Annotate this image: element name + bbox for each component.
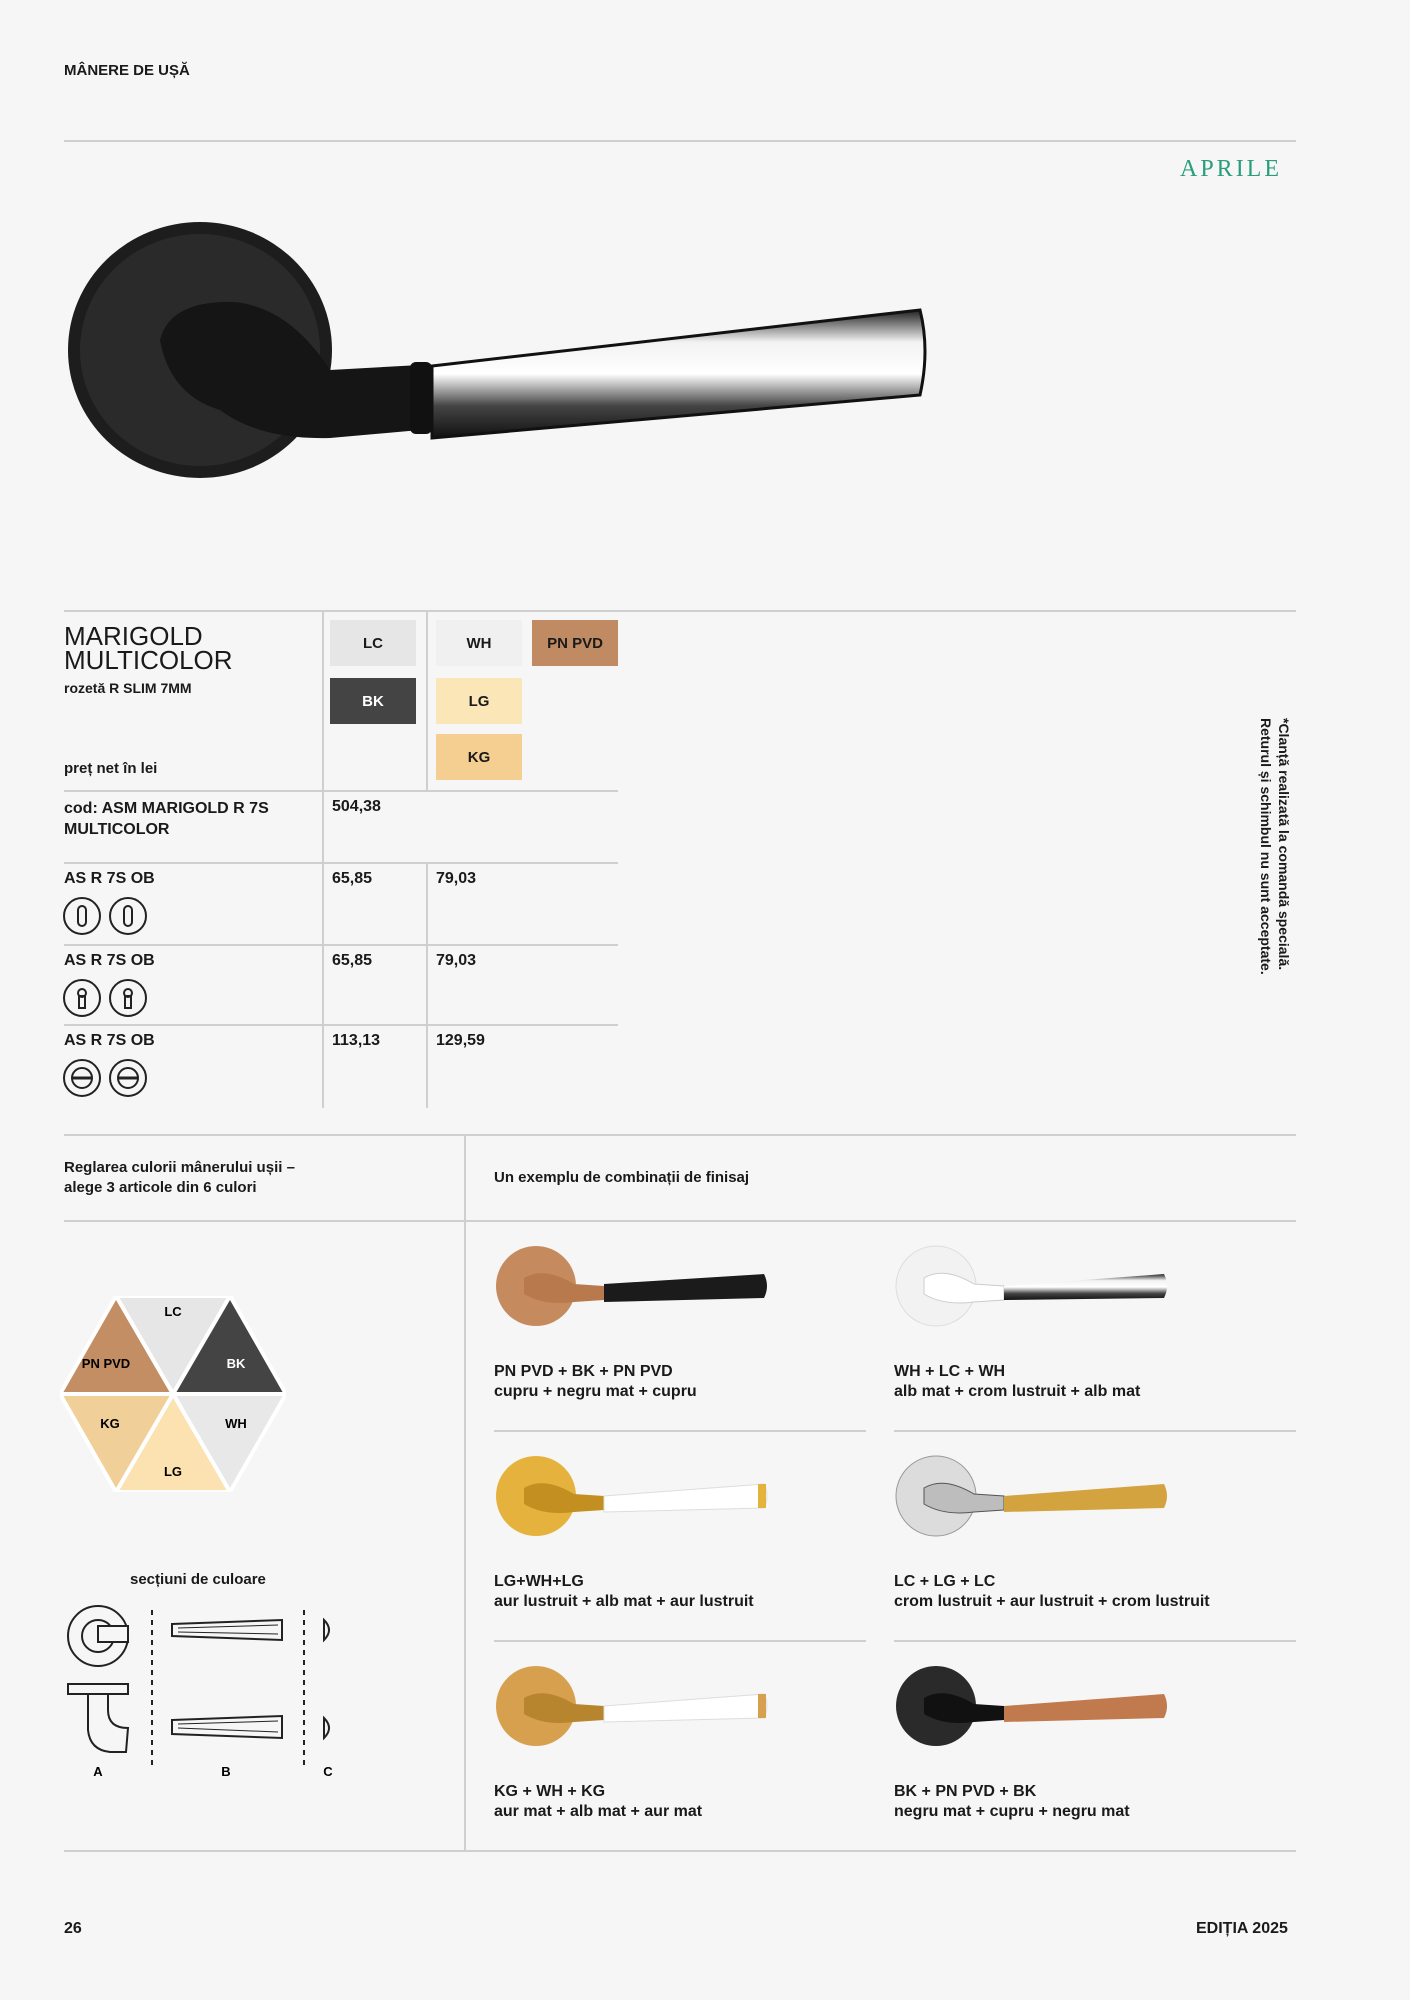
config-left-title-1: Reglarea culorii mânerului ușii – [64, 1159, 295, 1176]
main-code-1: cod: ASM MARIGOLD R 7S [64, 800, 269, 817]
example-6-code: BK + PN PVD + BK [894, 1783, 1037, 1800]
examples-divider [894, 1430, 1296, 1432]
pie-label-pn: PN PVD [81, 1356, 131, 1371]
example-image-5 [494, 1664, 774, 1764]
examples-divider [894, 1640, 1296, 1642]
page-number: 26 [64, 1920, 82, 1937]
example-image-3 [494, 1454, 774, 1554]
config-right-title: Un exemplu de combinații de finisaj [494, 1169, 750, 1186]
example-2-desc: alb mat + crom lustruit + alb mat [894, 1383, 1141, 1400]
sections-diagram [60, 1600, 350, 1780]
swatch-pn: PN PVD [532, 620, 618, 666]
examples-divider [494, 1430, 866, 1432]
table-col-divider-3 [426, 862, 428, 1108]
example-1-desc: cupru + negru mat + cupru [494, 1383, 697, 1400]
pie-label-kg: KG [100, 1416, 120, 1431]
side-note [1257, 718, 1293, 1188]
config-header-divider [64, 1220, 1296, 1222]
config-top-divider [64, 1134, 1296, 1136]
product-name-1: MARIGOLD [64, 621, 203, 651]
table-col-divider-2 [426, 612, 428, 792]
example-6-desc: negru mat + cupru + negru mat [894, 1803, 1130, 1820]
sections-title: secțiuni de culoare [130, 1571, 266, 1588]
config-col-divider [464, 1134, 466, 1852]
example-5-code: KG + WH + KG [494, 1783, 606, 1800]
table-row-divider [64, 1024, 618, 1026]
swatch-lg: LG [436, 678, 522, 724]
pie-label-lc: LC [164, 1304, 182, 1319]
main-price: 504,38 [332, 798, 381, 815]
pie-label-bk: BK [226, 1356, 246, 1371]
header-divider [64, 140, 1296, 142]
row1-price2: 79,03 [436, 870, 477, 887]
section-a-label: A [93, 1764, 103, 1779]
table-row-divider [64, 862, 618, 864]
table-row-divider [64, 944, 618, 946]
config-bottom-divider [64, 1850, 1296, 1852]
table-col-divider-1 [322, 612, 324, 1108]
product-image [60, 190, 940, 530]
row3-code: AS R 7S OB [64, 1032, 155, 1049]
example-image-6 [894, 1664, 1174, 1764]
wc-lock-icon [62, 1058, 158, 1098]
example-4-code: LC + LG + LC [894, 1573, 996, 1590]
row3-price2: 129,59 [436, 1032, 485, 1049]
table-row-divider [64, 790, 618, 792]
price-label: preț net în lei [64, 760, 158, 777]
rosette-label: rozetă R SLIM 7MM [64, 680, 192, 696]
example-1-code: PN PVD + BK + PN PVD [494, 1363, 673, 1380]
color-pie [60, 1296, 286, 1492]
pie-label-wh: WH [225, 1416, 247, 1431]
brand-logo: APRILE [1180, 156, 1282, 182]
product-name-2: MULTICOLOR [64, 645, 233, 675]
example-image-2 [894, 1244, 1174, 1344]
row1-code: AS R 7S OB [64, 870, 155, 887]
example-image-1 [494, 1244, 774, 1344]
swatch-bk: BK [330, 678, 416, 724]
swatch-wh: WH [436, 620, 522, 666]
pie-label-lg: LG [163, 1464, 183, 1479]
section-c-label: C [323, 1764, 333, 1779]
swatch-lc: LC [330, 620, 416, 666]
row2-price1: 65,85 [332, 952, 373, 969]
example-5-desc: aur mat + alb mat + aur mat [494, 1803, 703, 1820]
row2-price2: 79,03 [436, 952, 477, 969]
side-note-line2: Returul și schimbul nu sunt acceptate. [1258, 718, 1274, 975]
row2-code: AS R 7S OB [64, 952, 155, 969]
edition-label: EDIȚIA 2025 [1196, 1920, 1288, 1937]
examples-divider [494, 1640, 866, 1642]
example-4-desc: crom lustruit + aur lustruit + crom lustruit [894, 1593, 1210, 1610]
side-note-line1: *Clanță realizată la comandă specială. [1276, 718, 1292, 971]
swatch-kg: KG [436, 734, 522, 780]
key-hole-icon [62, 896, 158, 936]
config-left-title-2: alege 3 articole din 6 culori [64, 1179, 257, 1196]
section-title: MÂNERE DE UȘĂ [64, 62, 190, 79]
example-3-desc: aur lustruit + alb mat + aur lustruit [494, 1593, 754, 1610]
example-3-code: LG+WH+LG [494, 1573, 584, 1590]
row3-price1: 113,13 [332, 1032, 381, 1049]
row1-price1: 65,85 [332, 870, 373, 887]
section-b-label: B [221, 1764, 231, 1779]
example-2-code: WH + LC + WH [894, 1363, 1006, 1380]
table-top-divider [64, 610, 1296, 612]
main-code-2: MULTICOLOR [64, 821, 170, 838]
example-image-4 [894, 1454, 1174, 1554]
cylinder-lock-icon [62, 978, 158, 1018]
